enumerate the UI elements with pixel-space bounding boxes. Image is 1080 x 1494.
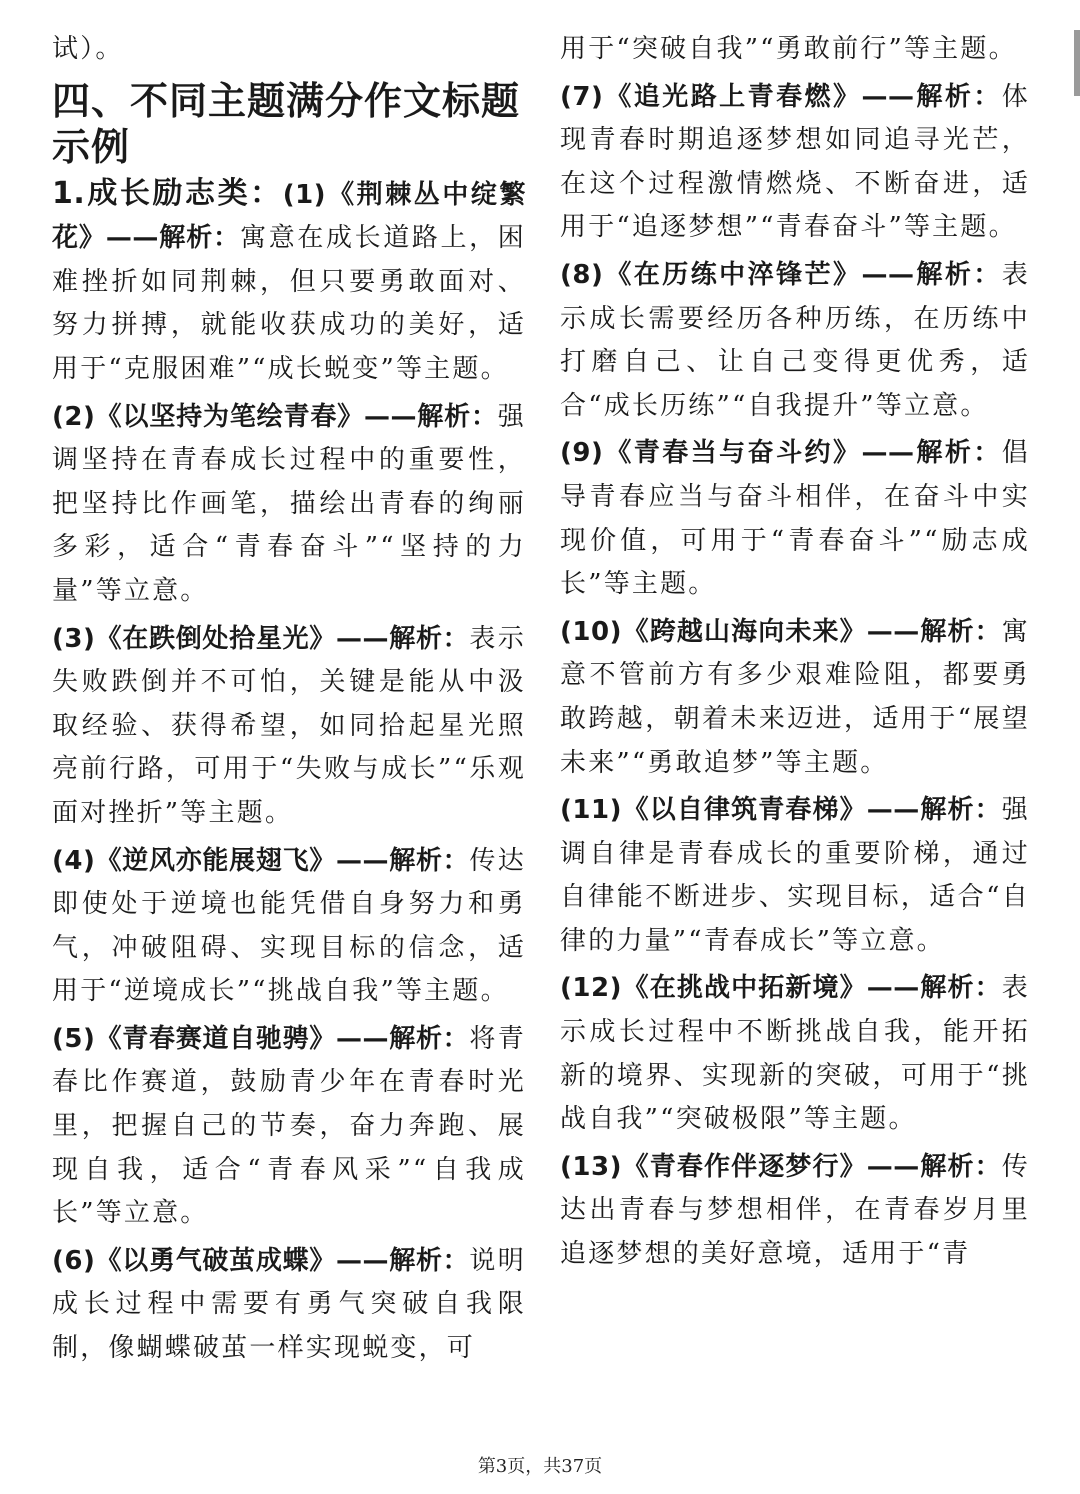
item-10 (560, 611, 1030, 785)
item-text: 传达出青春与梦想相伴，在青春岁月里追逐梦想的美好意境，适用于“青 (560, 1151, 1030, 1270)
item-heading: (10)《跨越山海向未来》——解析： (560, 616, 1002, 647)
item-text: 倡导青春应当与奋斗相伴，在奋斗中实现价值，可用于“青春奋斗”“励志成长”等主题。 (560, 438, 1030, 600)
item-5 (52, 1018, 526, 1236)
item-heading: (12)《在挑战中拓新境》——解析： (560, 973, 1002, 1004)
item-heading: (11)《以自律筑青春梯》——解析： (560, 795, 1002, 826)
item-12 (560, 967, 1030, 1141)
item-text: 表示成长需要经历各种历练，在历练中打磨自己、让自己变得更优秀，适合“成长历练”“自我提升”等立意。 (560, 259, 1030, 421)
item-text: 表示失败跌倒并不可怕，关键是能从中汲取经验、获得希望，如同拾起星光照亮前行路，可用于“失败与成长”“乐观面对挫折”等主题。 (52, 623, 527, 828)
scrollbar-thumb[interactable] (1074, 30, 1080, 96)
item-heading: (6)《以勇气破茧成蝶》——解析： (52, 1245, 470, 1276)
item-7 (560, 76, 1030, 250)
item-13 (560, 1146, 1030, 1277)
item-heading: (5)《青春赛道自驰骋》——解析： (52, 1023, 470, 1054)
item-text: 表示成长过程中不断挑战自我，能开拓新的境界、实现新的突破，可用于“挑战自我”“突破极限”等主题。 (560, 973, 1030, 1135)
item-8 (560, 254, 1030, 428)
right-column (560, 28, 1030, 1277)
item-1 (52, 172, 526, 392)
item-text: 强调坚持在青春成长过程中的重要性，把坚持比作画笔，描绘出青春的绚丽多彩，适合“青春奋斗”“坚持的力量”等立意。 (52, 401, 526, 606)
item-6 (52, 1240, 526, 1371)
item-9 (560, 432, 1030, 606)
item-heading: (9)《青春当与奋斗约》——解析： (560, 438, 1002, 469)
item-text: 强调自律是青春成长的重要阶梯，通过自律能不断进步、实现目标，适合“自律的力量”“青春成长”等立意。 (560, 795, 1030, 956)
left-column (52, 28, 526, 1371)
item-text: 体现青春时期追逐梦想如同追寻光芒，在这个过程激情燃烧、不断奋进，适用于“追逐梦想”“青春奋斗”等主题。 (560, 81, 1030, 243)
category-heading: 1.成长励志类： (52, 175, 283, 211)
item-heading: (2)《以坚持为笔绘青春》——解析： (52, 401, 498, 432)
section-title: 四、不同主题满分作文标题示例 (52, 78, 521, 169)
page-number: 第3页，共37页 (477, 1456, 603, 1477)
item-3 (52, 618, 526, 836)
item-text: 传达即使处于逆境也能凭借自身努力和勇气，冲破阻碍、实现目标的信念，适用于“逆境成长”“挑战自我”等主题。 (52, 845, 527, 1007)
item-heading: (7)《追光路上青春燃》——解析： (560, 81, 1002, 112)
continued-text: 试）。 (52, 34, 124, 64)
item-2 (52, 396, 526, 614)
item-11 (560, 789, 1030, 963)
continued-text: 用于“突破自我”“勇敢前行”等主题。 (560, 34, 1017, 64)
item-heading: (13)《青春作伴逐梦行》——解析： (560, 1151, 1002, 1182)
item-4 (52, 840, 526, 1014)
item-text: 说明成长过程中需要有勇气突破自我限制，像蝴蝶破茧一样实现蜕变，可 (52, 1245, 527, 1364)
item-text: 寓意不管前方有多少艰难险阻，都要勇敢跨越，朝着未来迈进，适用于“展望未来”“勇敢追梦”等主题。 (560, 616, 1030, 778)
item-heading: (3)《在跌倒处拾星光》——解析： (52, 623, 470, 654)
item-heading: (1)《荆棘丛中绽繁花》——解析： (52, 179, 526, 254)
item-text: 将青春比作赛道，鼓励青少年在青春时光里，把握自己的节奏，奋力奔跑、展现自我，适合“青春风采”“自我成长”等立意。 (52, 1023, 527, 1229)
item-text: 寓意在成长道路上，困难挫折如同荆棘，但只要勇敢面对、努力拼搏，就能收获成功的美好，适用于“克服困难”“成长蜕变”等主题。 (52, 223, 526, 384)
item-heading: (8)《在历练中淬锋芒》——解析： (560, 259, 1002, 290)
item-heading: (4)《逆风亦能展翅飞》——解析： (52, 845, 470, 876)
